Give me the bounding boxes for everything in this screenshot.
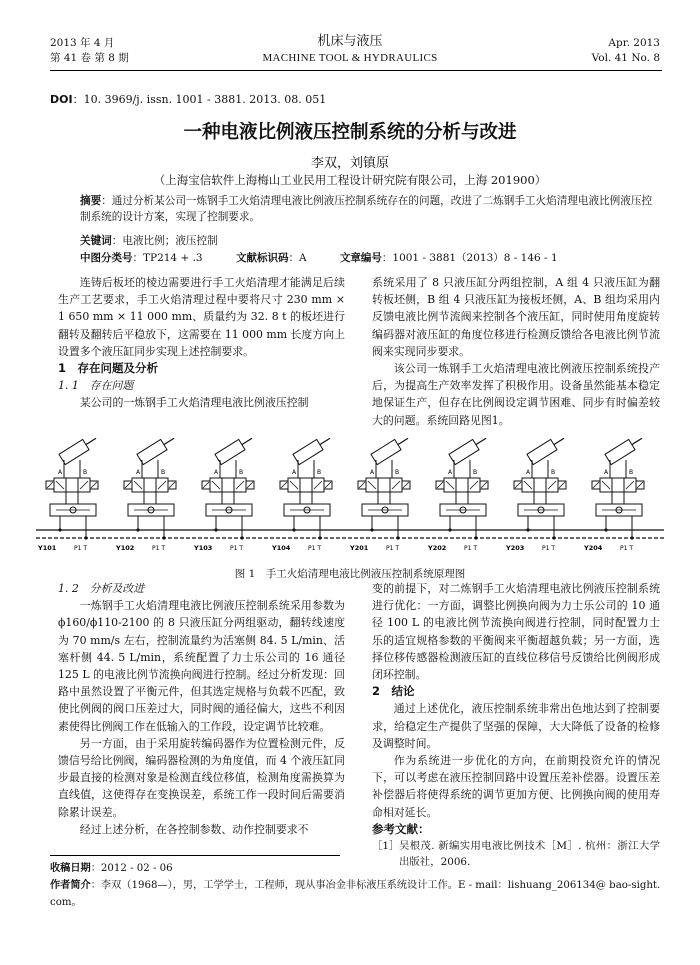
header-date-en: Apr. 2013 bbox=[608, 37, 660, 49]
piston-rod bbox=[242, 438, 252, 444]
cylinder-barrel bbox=[137, 439, 167, 464]
port-p1-t-label: P1 T bbox=[542, 545, 556, 552]
valve-flow-arrow bbox=[314, 481, 322, 489]
article-number-label: 文章编号 bbox=[339, 252, 382, 264]
cylinder-barrel bbox=[605, 439, 635, 464]
abstract-label: 摘要 bbox=[80, 195, 102, 207]
port-a-label: A bbox=[214, 469, 219, 476]
solenoid-slash bbox=[203, 482, 209, 488]
solenoid-slash bbox=[91, 482, 97, 488]
received-label: 收稿日期 bbox=[50, 863, 91, 874]
hydraulic-cylinder bbox=[527, 438, 567, 465]
doi-label: DOI bbox=[50, 93, 73, 106]
intro-paragraph: 连铸后板坯的棱边需要进行手工火焰清理才能满足后续生产工艺要求，手工火焰清理过程中要将尺寸 230 mm × 1 650 mm × 11 000 mm、质量约为 32. 8 t 的板坯进行翻转及翻转后平稳放下，这需要在 11 000 mm 长度方向上设置多个液压缸同步实现上述控制要求。 bbox=[58, 276, 345, 358]
valve-tag-label: Y104 bbox=[272, 544, 291, 552]
future-work-paragraph: 作为系统进一步优化的方向，在前期投资允许的情况下，可以考虑在液压控制回路中设置压差补偿器。设置压差补偿器后将使得系统的调节更加方便、比例换向阀的使用寿命相对延长。 bbox=[372, 754, 660, 819]
port-b-label: B bbox=[317, 469, 322, 476]
hydraulic-cylinder bbox=[371, 438, 411, 465]
solenoid-slash bbox=[247, 482, 253, 488]
solenoid-slash bbox=[515, 482, 521, 488]
valve-unit bbox=[427, 438, 489, 552]
port-b-label: B bbox=[629, 469, 634, 476]
reference-1-number: ［1］ bbox=[372, 840, 400, 853]
port-a-label: A bbox=[136, 469, 141, 476]
valve-unit bbox=[115, 438, 177, 552]
valve-flow-arrow bbox=[158, 481, 166, 489]
port-p1-t-label: P1 T bbox=[386, 545, 400, 552]
valve-flow-arrow bbox=[290, 481, 298, 489]
valve-flow-arrow bbox=[470, 481, 478, 489]
doi-line bbox=[50, 91, 326, 107]
valve-flow-arrow bbox=[56, 481, 64, 489]
author-bio: ：李双（1968—），男，工学学士，工程师，现从事冶金非标液压系统设计工作。E - mail：lishuang_206134@ bao-sight. com。 bbox=[50, 880, 661, 908]
port-b-label: B bbox=[239, 469, 244, 476]
solenoid-slash bbox=[403, 482, 409, 488]
port-p1-t-label: P1 T bbox=[620, 545, 634, 552]
valve-position-center bbox=[300, 478, 312, 492]
system-description-paragraph: 系统采用了 8 只液压缸分两组控制，A 组 4 只液压缸为翻转板坯侧，B 组 4 只液压缸为接板坯侧，A、B 组均采用内反馈电液比例节流阀来控制各个液压缸，同时使用角度旋转编码器对液压缸的角度位移进行检测反馈给各电液比例节流阀来实现同步要求。 bbox=[372, 276, 660, 358]
transition-paragraph: 经过上述分析，在各控制参数、动作控制要求不 bbox=[79, 822, 309, 836]
doi-value: ：10. 3969/j. issn. 1001 - 3881. 2013. 08. 051 bbox=[72, 93, 327, 106]
hydraulic-cylinder bbox=[59, 438, 99, 465]
valve-tag-label: Y204 bbox=[584, 544, 603, 552]
classification-line bbox=[80, 250, 680, 265]
valve-unit bbox=[271, 438, 333, 552]
solenoid-slash bbox=[559, 482, 565, 488]
cylinder-barrel bbox=[215, 439, 245, 464]
valve-position-center bbox=[612, 478, 624, 492]
hydraulic-circuit-diagram bbox=[30, 438, 670, 562]
valve-units bbox=[37, 438, 645, 552]
valve-flow-arrow bbox=[212, 481, 220, 489]
right-column-bottom bbox=[372, 580, 660, 870]
abstract bbox=[80, 193, 660, 225]
hydraulic-cylinder bbox=[137, 438, 177, 465]
valve-flow-arrow bbox=[80, 481, 88, 489]
valve-flow-arrow bbox=[446, 481, 454, 489]
references-heading: 参考文献： bbox=[372, 821, 430, 836]
left-column-bottom bbox=[58, 580, 345, 838]
left-column-top bbox=[58, 274, 345, 412]
section-2-heading: 2 结论 bbox=[372, 684, 415, 699]
port-p1-t-label: P1 T bbox=[308, 545, 322, 552]
doc-code-label: 文献标识码 bbox=[235, 252, 289, 264]
header-date: 2013 年 4 月 bbox=[50, 37, 115, 49]
valve-position-center bbox=[66, 478, 78, 492]
authors: 李双，刘镇原 bbox=[310, 156, 389, 171]
cylinder-barrel bbox=[59, 439, 89, 464]
keywords bbox=[80, 233, 660, 249]
valve-tag-label: Y202 bbox=[428, 544, 447, 552]
piston-rod bbox=[476, 438, 486, 444]
footnote bbox=[50, 860, 670, 911]
valve-position-center bbox=[456, 478, 468, 492]
header-rule bbox=[50, 70, 662, 71]
port-a-label: A bbox=[604, 469, 609, 476]
journal-title bbox=[200, 34, 500, 66]
valve-unit bbox=[349, 438, 411, 552]
hydraulic-cylinder bbox=[605, 438, 645, 465]
piston-rod bbox=[320, 438, 330, 444]
hydraulic-cylinder bbox=[215, 438, 255, 465]
header-issue-en bbox=[592, 36, 660, 66]
figure-1-caption: 图 1 手工火焰清理电液比例液压控制系统原理图 bbox=[234, 568, 466, 580]
issue-paragraph: 该公司一炼钢手工火焰清理电液比例液压控制系统投产后，为提高生产效率发挥了积极作用。设备虽然能基本稳定地保证生产，但存在比例阀设定调节困难、同步有时偏差较大的问题。系统回路见图1。 bbox=[372, 362, 660, 427]
keywords-label: 关键词 bbox=[80, 235, 112, 247]
abstract-text: ：通过分析某公司一炼钢手工火焰清理电液比例液压控制系统存在的问题，改进了二炼钢手工火焰清理电液比例液压控制系统的设计方案，实现了控制要求。 bbox=[80, 195, 653, 223]
valve-tag-label: Y201 bbox=[350, 544, 369, 552]
solenoid-slash bbox=[125, 482, 131, 488]
port-b-label: B bbox=[161, 469, 166, 476]
valve-flow-arrow bbox=[134, 481, 142, 489]
received-date: ：2012 - 02 - 06 bbox=[90, 863, 173, 874]
article-number-value: ：1001 - 3881（2013）8 - 146 - 1 bbox=[381, 252, 558, 264]
valve-flow-arrow bbox=[236, 481, 244, 489]
valve-tag-label: Y102 bbox=[116, 544, 135, 552]
valve-flow-arrow bbox=[548, 481, 556, 489]
cylinder-barrel bbox=[371, 439, 401, 464]
valve-position-center bbox=[378, 478, 390, 492]
section-1-heading: 1 存在问题及分析 bbox=[58, 361, 159, 376]
valve-flow-arrow bbox=[392, 481, 400, 489]
solenoid-slash bbox=[437, 482, 443, 488]
valve-position-center bbox=[222, 478, 234, 492]
port-p1-t-label: P1 T bbox=[152, 545, 166, 552]
doc-code-value: ：A bbox=[288, 252, 307, 264]
valve-unit bbox=[583, 438, 645, 552]
port-b-label: B bbox=[395, 469, 400, 476]
valve-tag-label: Y101 bbox=[38, 544, 57, 552]
cylinder-barrel bbox=[449, 439, 479, 464]
piston-rod bbox=[632, 438, 642, 444]
section-1-1-heading: 1. 1 存在问题 bbox=[58, 379, 134, 393]
header-volume-en: Vol. 41 No. 8 bbox=[591, 52, 660, 64]
valve-position-center bbox=[534, 478, 546, 492]
valve-tag-label: Y103 bbox=[194, 544, 213, 552]
port-b-label: B bbox=[473, 469, 478, 476]
port-a-label: A bbox=[448, 469, 453, 476]
right-column-top bbox=[372, 274, 660, 429]
journal-name-cn: 机床与液压 bbox=[317, 34, 383, 49]
port-b-label: B bbox=[83, 469, 88, 476]
header-issue-date bbox=[50, 36, 129, 66]
valve-unit bbox=[193, 438, 255, 552]
solenoid-slash bbox=[359, 482, 365, 488]
solenoid-slash bbox=[637, 482, 643, 488]
clc-value: ：TP214 + .3 bbox=[132, 252, 203, 264]
valve-flow-arrow bbox=[368, 481, 376, 489]
solenoid-slash bbox=[281, 482, 287, 488]
port-a-label: A bbox=[370, 469, 375, 476]
valve-unit bbox=[37, 438, 99, 552]
solenoid-slash bbox=[325, 482, 331, 488]
port-p1-t-label: P1 T bbox=[74, 545, 88, 552]
author-bio-label: 作者简介 bbox=[50, 880, 91, 891]
solenoid-slash bbox=[47, 482, 53, 488]
port-a-label: A bbox=[526, 469, 531, 476]
footnote-rule bbox=[50, 855, 340, 856]
problem-paragraph: 某公司的一炼钢手工火焰清理电液比例液压控制 bbox=[79, 396, 309, 410]
analysis-paragraph: 一炼钢手工火焰清理电液比例液压控制系统采用参数为 ϕ160/ϕ110-2100 的 8 只液压缸分两组驱动，翻转线速度为 70 mm/s 左右，控制流量约为活塞侧 84. 5 L/min、活塞杆侧 44. 5 L/min，系统配置了力士乐公司的 16 通径 125 L 的电液比例节流换向阀进行控制。经过分析发现：回路中虽然设置了平衡元件，但其选定规格与负载不匹配，致使比例阀的阀口压差过大，同时阀的通径偏大，这些不利因素使得比例阀工作在低输入的工作段，设定调节比较难。 bbox=[58, 599, 345, 733]
port-b-label: B bbox=[551, 469, 556, 476]
hydraulic-cylinder bbox=[449, 438, 489, 465]
piston-rod bbox=[86, 438, 96, 444]
piston-rod bbox=[164, 438, 174, 444]
journal-name-en: MACHINE TOOL & HYDRAULICS bbox=[262, 52, 438, 64]
hydraulic-cylinder bbox=[293, 438, 333, 465]
port-a-label: A bbox=[292, 469, 297, 476]
keywords-text: ：电液比例；液压控制 bbox=[111, 235, 218, 247]
valve-flow-arrow bbox=[524, 481, 532, 489]
conclusion-paragraph: 通过上述优化，液压控制系统非常出色地达到了控制要求，给稳定生产提供了坚强的保障，大大降低了设备的检修及调整时间。 bbox=[372, 702, 660, 750]
affiliation: （上海宝信软件上海梅山工业民用工程设计研究院有限公司，上海 201900） bbox=[153, 173, 547, 187]
cylinder-barrel bbox=[527, 439, 557, 464]
valve-position-center bbox=[144, 478, 156, 492]
port-p1-t-label: P1 T bbox=[230, 545, 244, 552]
encoder-paragraph: 另一方面，由于采用旋转编码器作为位置检测元件，反馈信号给比例阀，编码器检测的为角度值，而 4 个液压缸同步最直接的检测对象是检测直线位移值，检测角度需换算为直线值，这使得存在变换误差，系统工作一段时间后需要消除累计误差。 bbox=[58, 736, 345, 819]
solenoid-slash bbox=[593, 482, 599, 488]
reference-1-text: 吴根茂. 新编实用电液比例技术［M］. 杭州：浙江大学出版社，2006. bbox=[399, 840, 660, 869]
piston-rod bbox=[398, 438, 408, 444]
solenoid-slash bbox=[169, 482, 175, 488]
valve-flow-arrow bbox=[602, 481, 610, 489]
cylinder-barrel bbox=[293, 439, 323, 464]
header-volume: 第 41 卷 第 8 期 bbox=[50, 52, 129, 64]
port-p1-t-label: P1 T bbox=[464, 545, 478, 552]
valve-tag-label: Y203 bbox=[506, 544, 525, 552]
section-1-2-heading: 1. 2 分析及改进 bbox=[58, 582, 145, 595]
valve-flow-arrow bbox=[626, 481, 634, 489]
optimization-paragraph: 变的前提下，对二炼钢手工火焰清理电液比例液压控制系统进行优化：一方面，调整比例换向阀为力士乐公司的 10 通径 100 L 的电液比例节流换向阀进行控制，同时配置力士乐的适宜规格参数的平衡阀来平衡超越负载；另一方面，选择位移传感器检测液压缸的直线位移信号反馈给比例阀形成闭环控制。 bbox=[372, 582, 660, 682]
piston-rod bbox=[554, 438, 564, 444]
port-a-label: A bbox=[58, 469, 63, 476]
solenoid-slash bbox=[481, 482, 487, 488]
article-title: 一种电液比例液压控制系统的分析与改进 bbox=[183, 122, 517, 143]
clc-label: 中图分类号 bbox=[80, 252, 133, 264]
valve-unit bbox=[505, 438, 567, 552]
